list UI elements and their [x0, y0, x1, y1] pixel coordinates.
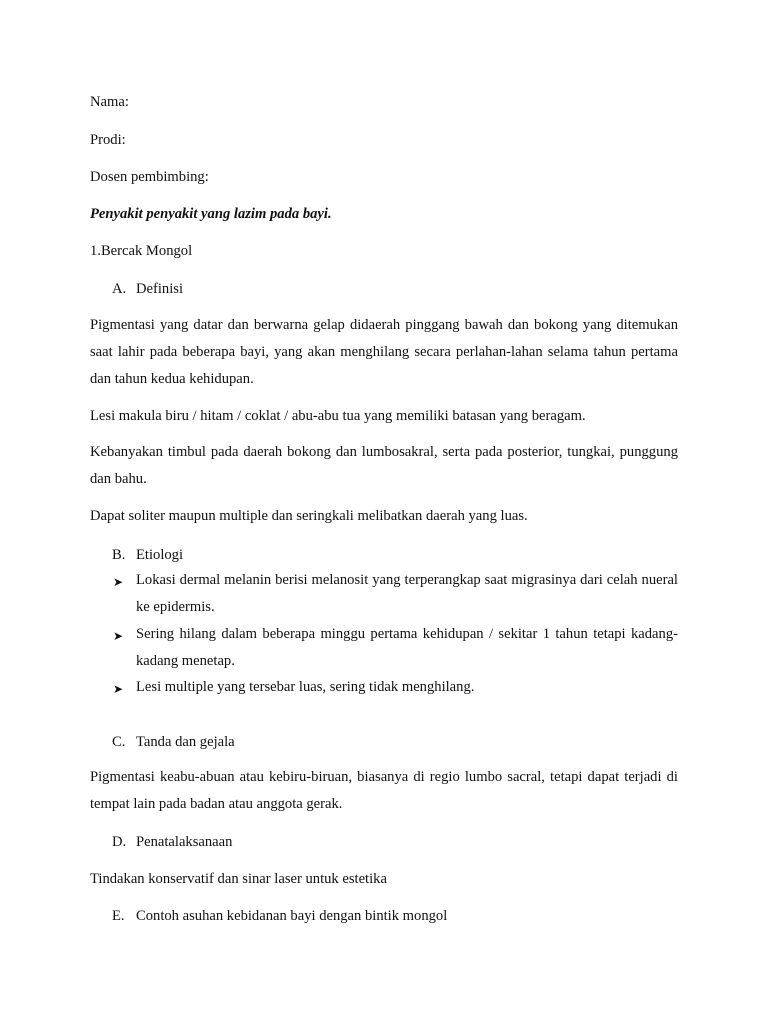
- subsection-e-marker: E.: [112, 908, 125, 924]
- subsection-d-heading: Penatalaksanaan: [136, 834, 233, 850]
- etiologi-bullet-1: Lokasi dermal melanin berisi melanosit yang terperangkap saat migrasinya dari celah nueral ke epidermis.: [136, 572, 678, 615]
- subsection-c: [112, 733, 235, 751]
- bullet-arrow-icon: ➤: [113, 575, 124, 589]
- field-prodi: Prodi:: [90, 132, 126, 148]
- definisi-paragraph-2: Lesi makula biru / hitam / coklat / abu-abu tua yang memiliki batasan yang beragam.: [90, 408, 586, 424]
- subsection-c-marker: C.: [112, 734, 126, 750]
- subsection-d: [112, 833, 232, 851]
- subsection-a-marker: A.: [112, 281, 127, 297]
- subsection-a: [112, 280, 183, 298]
- definisi-paragraph-3: Kebanyakan timbul pada daerah bokong dan lumbosakral, serta pada posterior, tungkai, punggung dan bahu.: [90, 444, 678, 487]
- etiologi-bullet-3: Lesi multiple yang tersebar luas, sering tidak menghilang.: [136, 679, 475, 695]
- subsection-e: [112, 907, 447, 925]
- section-heading-bercak-mongol: 1.Bercak Mongol: [90, 243, 193, 259]
- subsection-a-heading: Definisi: [136, 281, 184, 297]
- subsection-c-heading: Tanda dan gejala: [136, 734, 235, 750]
- subsection-b-heading: Etiologi: [136, 547, 184, 563]
- definisi-paragraph-4: Dapat soliter maupun multiple dan seringkali melibatkan daerah yang luas.: [90, 508, 528, 524]
- subsection-b-marker: B.: [112, 547, 126, 563]
- field-dosen-pembimbing: Dosen pembimbing:: [90, 169, 209, 185]
- subsection-b: [112, 546, 183, 564]
- field-nama: Nama:: [90, 94, 129, 110]
- penatalaksanaan-paragraph: Tindakan konservatif dan sinar laser untuk estetika: [90, 871, 387, 887]
- definisi-paragraph-1: Pigmentasi yang datar dan berwarna gelap didaerah pinggang bawah dan bokong yang ditemukan saat lahir pada beberapa bayi, yang akan menghilang secara perlahan-lahan selama tahun pertama dan tahun kedua kehidupan.: [90, 317, 678, 387]
- document-title: Penyakit penyakit yang lazim pada bayi.: [90, 206, 332, 222]
- subsection-e-heading: Contoh asuhan kebidanan bayi dengan bintik mongol: [136, 908, 448, 924]
- tanda-gejala-paragraph: Pigmentasi keabu-abuan atau kebiru-biruan, biasanya di regio lumbo sacral, tetapi dapat terjadi di tempat lain pada badan atau anggota gerak.: [90, 769, 678, 812]
- bullet-arrow-icon: ➤: [113, 629, 124, 643]
- etiologi-bullet-2: Sering hilang dalam beberapa minggu pertama kehidupan / sekitar 1 tahun tetapi kadang-kadang menetap.: [136, 626, 678, 669]
- bullet-arrow-icon: ➤: [113, 682, 124, 696]
- subsection-d-marker: D.: [112, 834, 127, 850]
